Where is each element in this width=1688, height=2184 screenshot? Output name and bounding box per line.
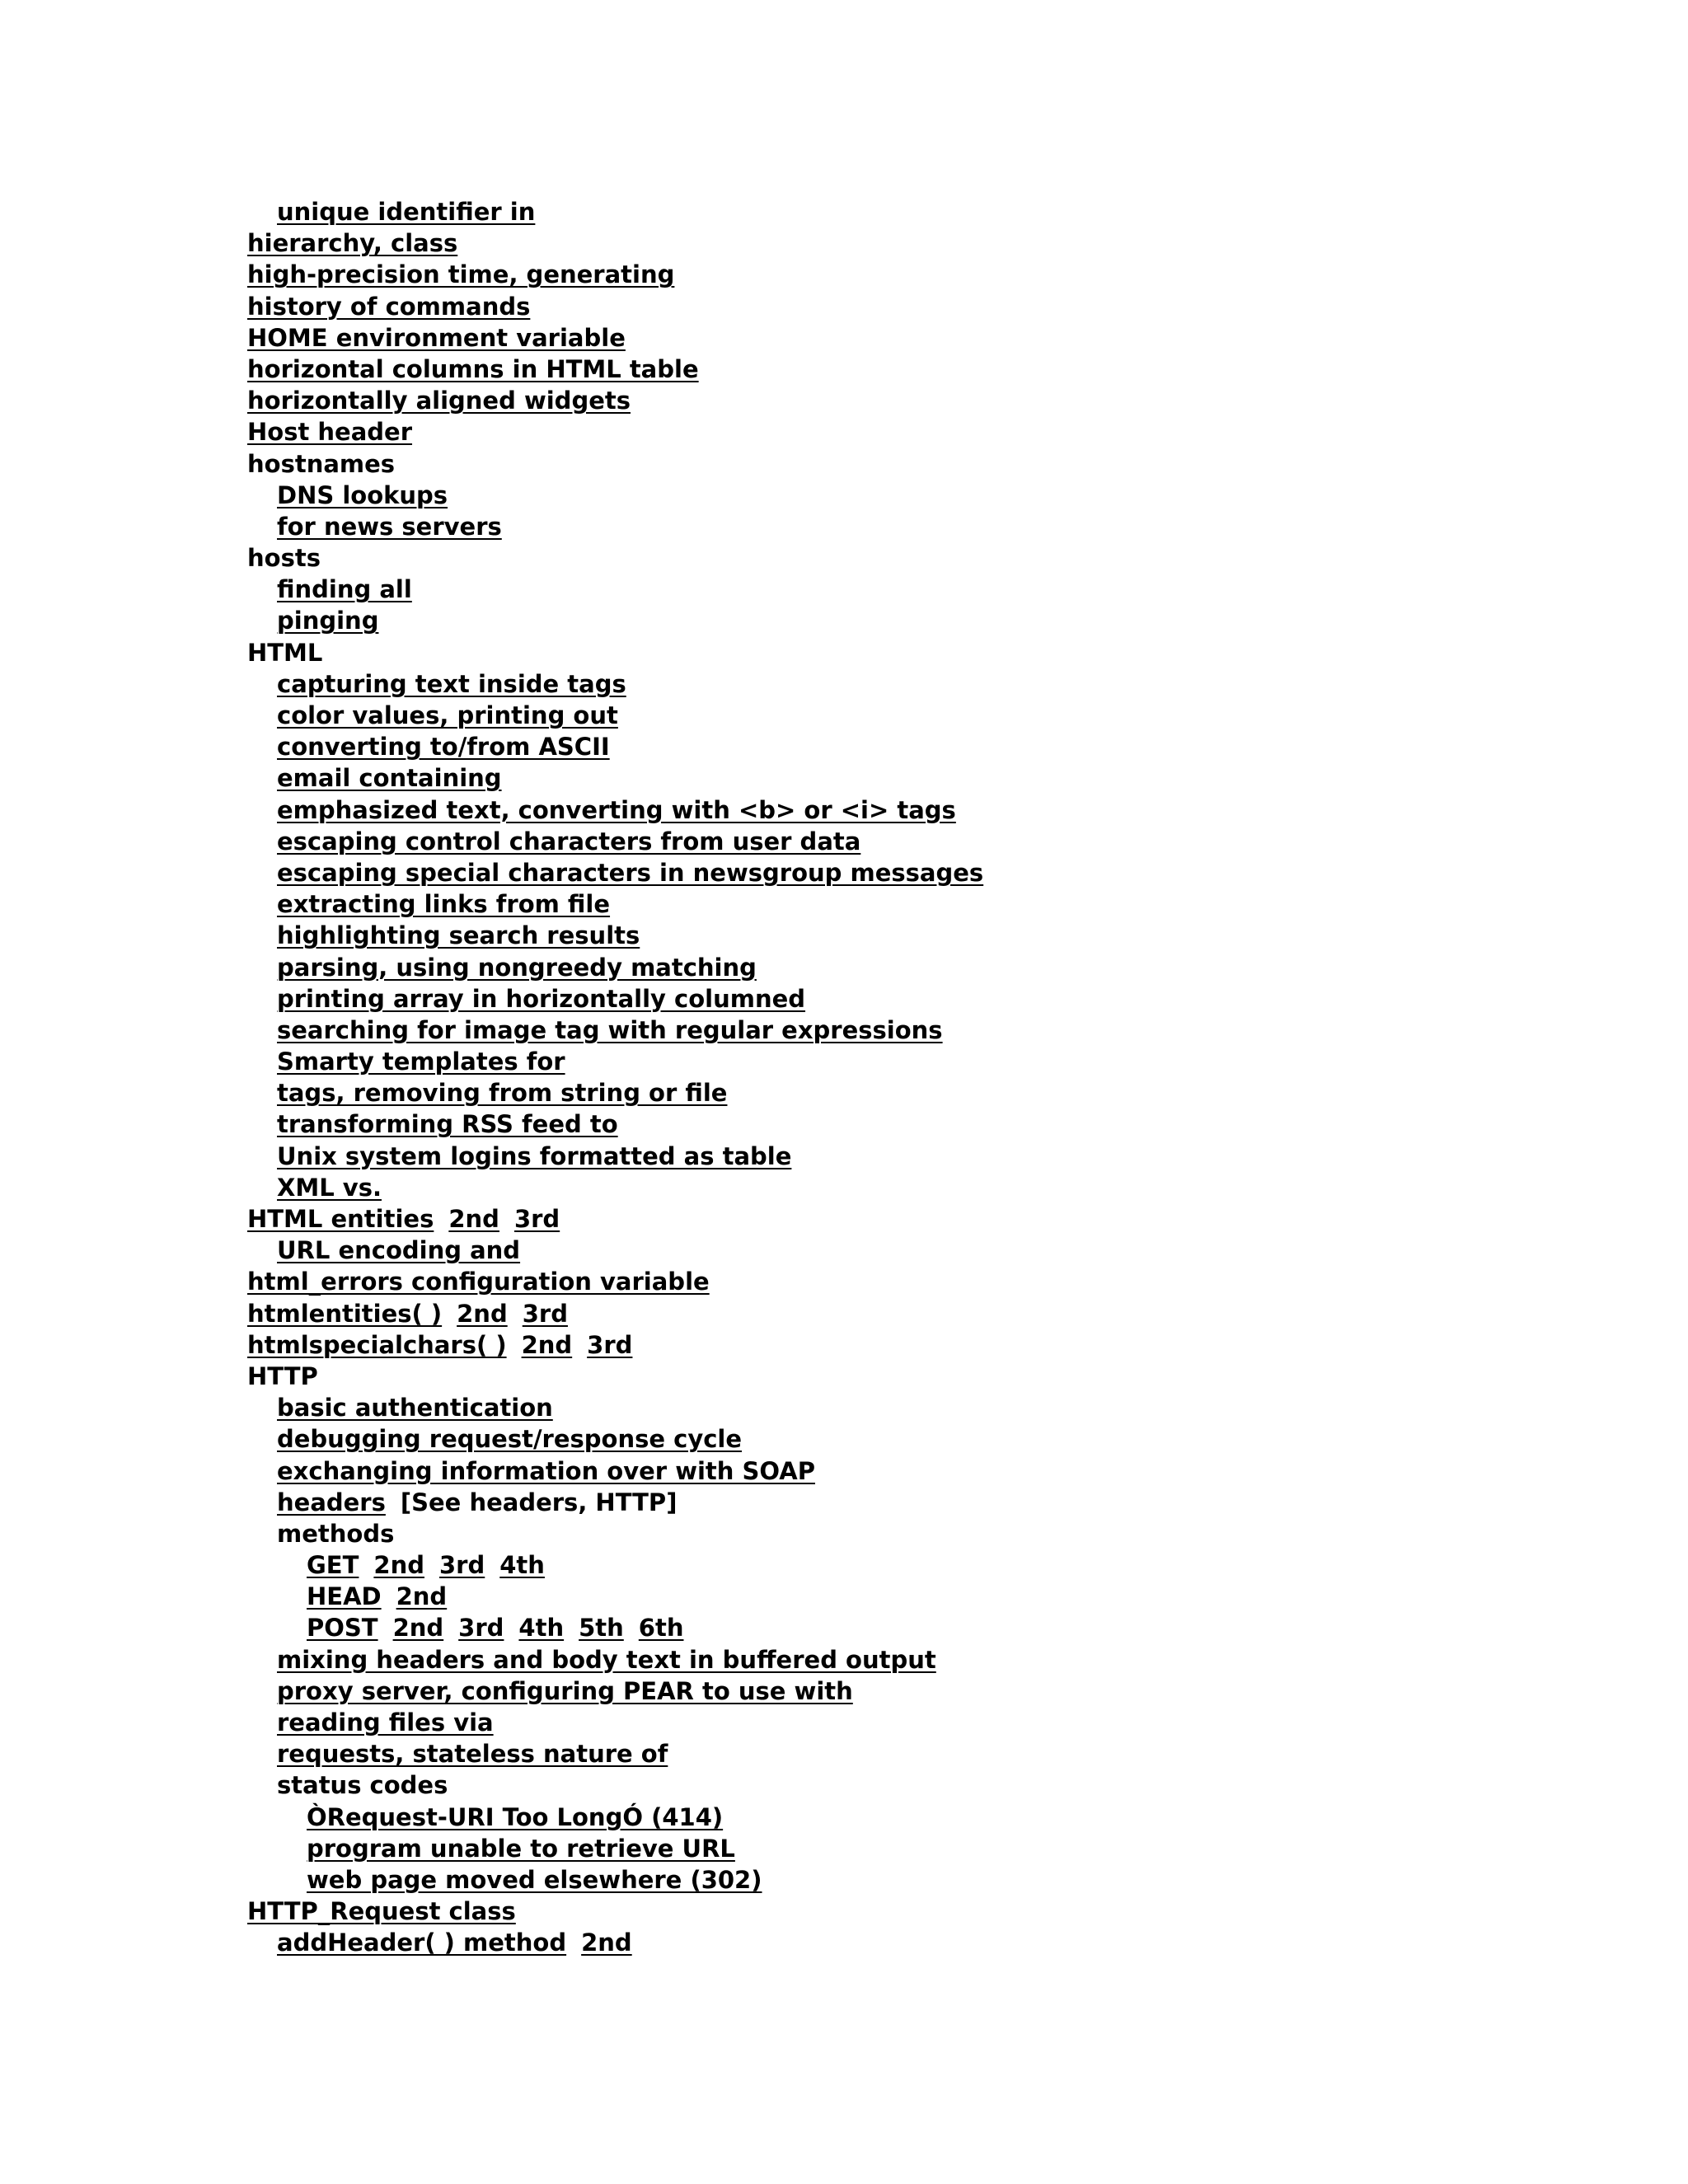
- index-link[interactable]: printing array in horizontally columned: [277, 984, 806, 1013]
- index-link[interactable]: exchanging information over with SOAP: [277, 1456, 815, 1485]
- index-link[interactable]: emphasized text, converting with <b> or <i> tags: [277, 795, 956, 824]
- index-link[interactable]: URL encoding and: [277, 1236, 521, 1265]
- index-link[interactable]: horizontally aligned widgets: [247, 387, 631, 415]
- index-entry: [247, 354, 1648, 385]
- index-subentry: [247, 1108, 1648, 1140]
- index-link[interactable]: parsing, using nongreedy matching: [277, 953, 757, 982]
- index-subentry: [247, 762, 1648, 794]
- index-subentry: [247, 1235, 1648, 1266]
- index-link[interactable]: finding all: [277, 575, 412, 604]
- index-link[interactable]: 5th: [579, 1614, 624, 1643]
- index-term: [See headers, HTTP]: [400, 1488, 678, 1516]
- index-link[interactable]: 2nd: [448, 1205, 499, 1233]
- index-link[interactable]: 4th: [499, 1551, 545, 1580]
- index-entry: [247, 1298, 1648, 1329]
- index-subentry: [247, 1423, 1648, 1455]
- index-link[interactable]: HTTP_Request class: [247, 1897, 516, 1926]
- index-link[interactable]: program unable to retrieve URL: [307, 1834, 735, 1863]
- index-link[interactable]: color values, printing out: [277, 701, 618, 729]
- index-subentry: [247, 700, 1648, 731]
- index-link[interactable]: 3rd: [439, 1551, 485, 1580]
- index-link[interactable]: hierarchy, class: [247, 229, 458, 258]
- index-link[interactable]: mixing headers and body text in buffered output: [277, 1645, 936, 1674]
- index-entry: [247, 1329, 1648, 1361]
- index-term: methods: [277, 1519, 395, 1548]
- index-link[interactable]: high-precision time, generating: [247, 260, 675, 289]
- index-link[interactable]: HEAD: [307, 1582, 382, 1611]
- index-link[interactable]: Host header: [247, 418, 413, 447]
- index-link[interactable]: 6th: [638, 1614, 684, 1643]
- index-link[interactable]: basic authentication: [277, 1394, 553, 1422]
- index-entry: [247, 227, 1648, 259]
- index-link[interactable]: searching for image tag with regular expressions: [277, 1015, 943, 1044]
- index-subentry: [247, 605, 1648, 636]
- index-subsubentry: [247, 1833, 1648, 1864]
- index-link[interactable]: HOME environment variable: [247, 323, 626, 352]
- index-subentry: [247, 983, 1648, 1015]
- index-subentry: [247, 668, 1648, 700]
- index-subentry: [247, 952, 1648, 983]
- index-entry: [247, 1896, 1648, 1927]
- index-link[interactable]: Smarty templates for: [277, 1047, 565, 1076]
- index-link[interactable]: pinging: [277, 607, 379, 635]
- index-link[interactable]: html_errors configuration variable: [247, 1268, 710, 1296]
- index-entry: [247, 1266, 1648, 1297]
- index-subsubentry: [247, 1549, 1648, 1581]
- index-entry: [247, 259, 1648, 290]
- index-link[interactable]: requests, stateless nature of: [277, 1740, 668, 1769]
- index-link[interactable]: HTML entities: [247, 1205, 434, 1233]
- index-entry: [247, 291, 1648, 322]
- index-subentry: [247, 1392, 1648, 1423]
- index-term: hostnames: [247, 449, 396, 478]
- index-link[interactable]: headers: [277, 1488, 386, 1516]
- index-link[interactable]: capturing text inside tags: [277, 669, 626, 698]
- index-subentry: [247, 196, 1648, 227]
- index-term: status codes: [277, 1771, 448, 1800]
- index-link[interactable]: ÒRequest-URI Too LongÓ (414): [307, 1802, 724, 1831]
- index-entry: [247, 322, 1648, 354]
- index-term: HTTP: [247, 1361, 318, 1390]
- index-subentry: [247, 794, 1648, 826]
- index-subentry: [247, 574, 1648, 605]
- index-subentry: [247, 1738, 1648, 1769]
- index-entry: [247, 1203, 1648, 1235]
- index-subentry: [247, 920, 1648, 951]
- index-link[interactable]: GET: [307, 1551, 359, 1580]
- index-link[interactable]: extracting links from file: [277, 890, 611, 919]
- index-subentry: [247, 1455, 1648, 1487]
- index-subentry: [247, 731, 1648, 762]
- index-link[interactable]: transforming RSS feed to: [277, 1110, 618, 1139]
- index-subentry: [247, 480, 1648, 511]
- index-entry: [247, 1361, 1648, 1392]
- index-link[interactable]: addHeader( ) method: [277, 1929, 567, 1957]
- index-subentry: [247, 1141, 1648, 1172]
- index-link[interactable]: Unix system logins formatted as table: [277, 1141, 792, 1170]
- index-entry: [247, 637, 1648, 668]
- index-link[interactable]: web page moved elsewhere (302): [307, 1865, 762, 1894]
- index-subentry: [247, 1769, 1648, 1801]
- index-link[interactable]: 3rd: [458, 1614, 504, 1643]
- index-link[interactable]: reading files via: [277, 1708, 494, 1736]
- index-entry: [247, 542, 1648, 574]
- index-subsubentry: [247, 1802, 1648, 1833]
- index-link[interactable]: highlighting search results: [277, 921, 640, 950]
- index-link[interactable]: 2nd: [396, 1582, 448, 1611]
- index-link[interactable]: history of commands: [247, 292, 531, 321]
- index-link[interactable]: debugging request/response cycle: [277, 1425, 743, 1454]
- index-listing: [247, 196, 1648, 1959]
- index-entry: [247, 416, 1648, 448]
- index-subentry: [247, 826, 1648, 857]
- index-link[interactable]: 2nd: [457, 1299, 508, 1328]
- index-link[interactable]: 2nd: [392, 1614, 444, 1643]
- index-subentry: [247, 1675, 1648, 1707]
- index-link[interactable]: escaping control characters from user data: [277, 827, 861, 855]
- index-term: hosts: [247, 544, 321, 573]
- index-link[interactable]: tags, removing from string or file: [277, 1079, 728, 1108]
- index-link[interactable]: htmlentities( ): [247, 1299, 443, 1328]
- index-link[interactable]: 2nd: [373, 1551, 424, 1580]
- index-subentry: [247, 1077, 1648, 1108]
- index-subentry: [247, 1487, 1648, 1518]
- index-subsubentry: [247, 1864, 1648, 1896]
- index-link[interactable]: for news servers: [277, 512, 502, 541]
- index-link[interactable]: DNS lookups: [277, 480, 448, 509]
- index-subsubentry: [247, 1612, 1648, 1643]
- index-link[interactable]: 2nd: [521, 1330, 573, 1359]
- index-link[interactable]: 2nd: [581, 1929, 632, 1957]
- index-subentry: [247, 511, 1648, 542]
- index-entry: [247, 448, 1648, 480]
- index-subentry: [247, 1707, 1648, 1738]
- index-link[interactable]: escaping special characters in newsgroup messages: [277, 858, 984, 887]
- index-subentry: [247, 1518, 1648, 1549]
- index-link[interactable]: email containing: [277, 764, 502, 793]
- index-link[interactable]: 3rd: [522, 1299, 568, 1328]
- index-link[interactable]: unique identifier in: [277, 198, 536, 226]
- index-subentry: [247, 1015, 1648, 1046]
- index-link[interactable]: 4th: [518, 1614, 565, 1643]
- index-subentry: [247, 1927, 1648, 1958]
- index-subentry: [247, 1172, 1648, 1203]
- index-entry: [247, 385, 1648, 416]
- index-link[interactable]: XML vs.: [277, 1173, 382, 1202]
- index-link[interactable]: horizontal columns in HTML table: [247, 354, 699, 383]
- index-subentry: [247, 1046, 1648, 1077]
- index-term: HTML: [247, 638, 323, 667]
- index-link[interactable]: htmlspecialchars( ): [247, 1330, 507, 1359]
- index-link[interactable]: 3rd: [513, 1205, 560, 1233]
- index-subentry: [247, 857, 1648, 888]
- index-link[interactable]: proxy server, configuring PEAR to use with: [277, 1676, 853, 1705]
- index-link[interactable]: converting to/from ASCII: [277, 733, 610, 762]
- index-link[interactable]: 3rd: [587, 1330, 633, 1359]
- index-subsubentry: [247, 1581, 1648, 1612]
- index-link[interactable]: POST: [307, 1614, 378, 1643]
- index-subentry: [247, 888, 1648, 920]
- index-subentry: [247, 1644, 1648, 1675]
